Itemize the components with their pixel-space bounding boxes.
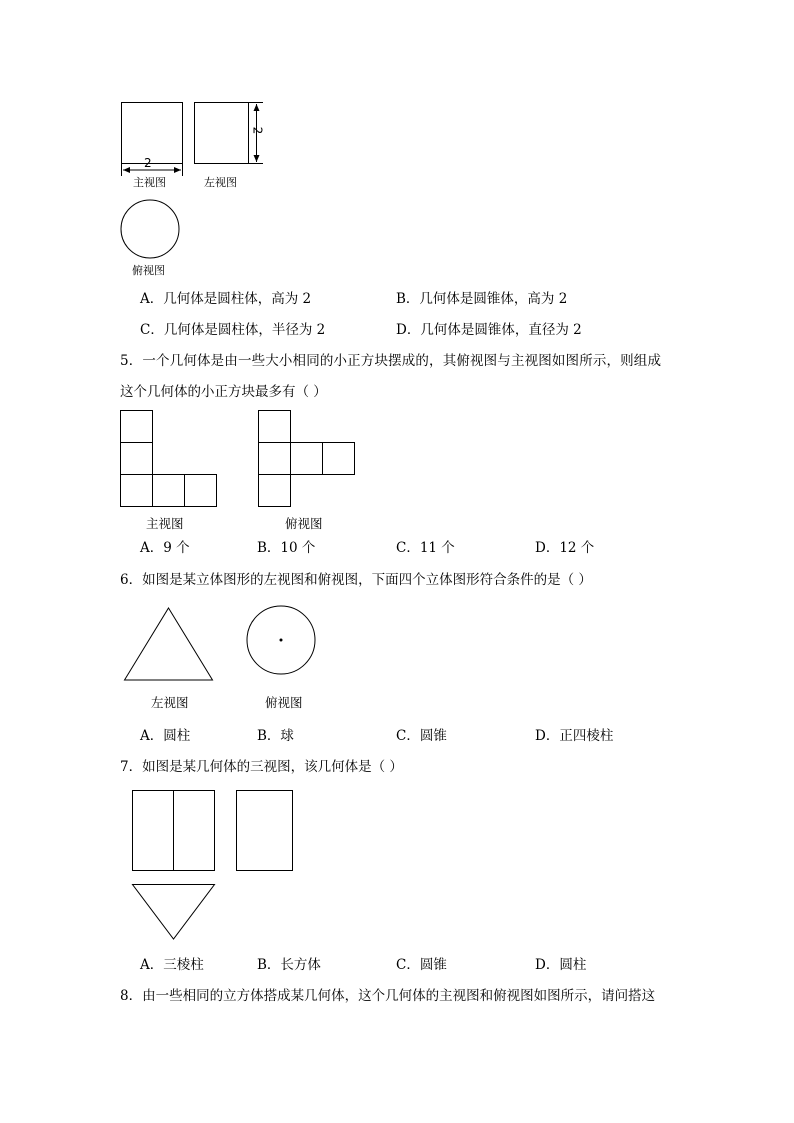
- q5-option-a[interactable]: A．9 个: [140, 540, 190, 556]
- q7-option-c[interactable]: C．圆锥: [396, 957, 447, 973]
- q5-option-d[interactable]: D．12 个: [535, 540, 595, 556]
- q4-option-c[interactable]: C．几何体是圆柱体，半径为 2: [140, 322, 326, 338]
- q5-option-c[interactable]: C．11 个: [396, 540, 455, 556]
- q5-label-top: 俯视图: [285, 516, 323, 531]
- q5-label-front: 主视图: [146, 516, 184, 531]
- q8-stem: 8．由一些相同的立方体搭成某几何体，这个几何体的主视图和俯视图如图所示，请问搭这: [120, 988, 656, 1004]
- q7-option-b[interactable]: B．长方体: [257, 957, 321, 973]
- q6-option-a[interactable]: A．圆柱: [140, 728, 191, 744]
- q4-dim-height: 2: [250, 126, 265, 135]
- q6-option-d[interactable]: D．正四棱柱: [535, 728, 614, 744]
- q5-top-view: [259, 411, 355, 507]
- q6-option-b[interactable]: B．球: [257, 728, 294, 744]
- q6-stem: 6．如图是某立体图形的左视图和俯视图，下面四个立体图形符合条件的是（ ）: [120, 572, 592, 588]
- q6-top-view: [247, 606, 315, 674]
- q6-center-dot: [280, 639, 283, 642]
- q7-option-d[interactable]: D．圆柱: [535, 957, 587, 973]
- q4-option-a[interactable]: A．几何体是圆柱体，高为 2: [140, 291, 312, 307]
- q4-option-b[interactable]: B．几何体是圆锥体，高为 2: [396, 291, 568, 307]
- q4-option-d[interactable]: D．几何体是圆锥体，直径为 2: [396, 322, 582, 338]
- q6-option-c[interactable]: C．圆锥: [396, 728, 447, 744]
- q4-dim-width: 2: [144, 156, 152, 170]
- q5-option-b[interactable]: B．10 个: [257, 540, 316, 556]
- q7-top-view-triangle: [133, 885, 215, 940]
- q5-stem-line2: 这个几何体的小正方块最多有（ ）: [120, 384, 327, 400]
- q5-front-view: [121, 411, 217, 507]
- q6-left-view-triangle: [125, 608, 213, 680]
- q6-label-top: 俯视图: [265, 695, 303, 710]
- q4-label-left: 左视图: [204, 176, 237, 189]
- q4-front-view: [122, 103, 183, 177]
- q4-top-view-circle: [121, 200, 179, 258]
- q7-stem: 7．如图是某几何体的三视图，该几何体是（ ）: [120, 759, 403, 775]
- q6-label-left: 左视图: [151, 695, 189, 710]
- q7-option-a[interactable]: A．三棱柱: [140, 957, 204, 973]
- q4-label-top: 俯视图: [132, 264, 165, 277]
- q5-stem-line1: 5．一个几何体是由一些大小相同的小正方块摆成的，其俯视图与主视图如图所示，则组成: [120, 353, 662, 369]
- q4-label-front: 主视图: [133, 176, 166, 189]
- q7-left-view: [237, 791, 293, 871]
- q7-front-view: [133, 791, 215, 871]
